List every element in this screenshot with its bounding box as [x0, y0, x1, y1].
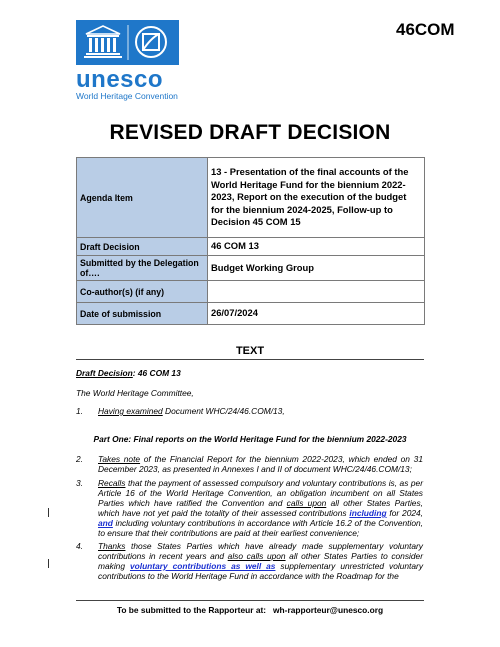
date-of-submission-value: 26/07/2024 [208, 303, 425, 325]
co-authors-value [208, 281, 425, 303]
part-one-heading: Part One: Final reports on the World Heritage Fund for the biennium 2022-2023 [93, 434, 407, 444]
draft-decision-ref-label: Draft Decision [76, 368, 133, 378]
footer-label: To be submitted to the Rapporteur at: [116, 605, 267, 615]
paragraph-2 [98, 454, 423, 474]
intro-line: The World Heritage Committee, [76, 388, 194, 398]
table-row [77, 281, 425, 303]
table-row [77, 238, 425, 256]
paragraph-number: 1. [76, 406, 83, 416]
paragraph-lead: Thanks [98, 541, 126, 551]
draft-decision-ref-value: : 46 COM 13 [132, 368, 181, 378]
paragraph-text: those States Parties which have already made supplementary voluntary contributions in recent years and [98, 541, 423, 561]
calls-upon-phrase: calls upon [286, 498, 327, 508]
paragraph-lead: Takes note [98, 454, 141, 464]
paragraph-lead: Having examined [98, 406, 163, 416]
paragraph-text: all other States Parties to consider making [98, 551, 423, 571]
paragraph-text: supplementary unrestricted voluntary contributions to the World Heritage Fund in accordance with the Roadmap for the [98, 561, 424, 581]
convention-label: World Heritage Convention [76, 91, 178, 101]
paragraph-3 [98, 478, 423, 538]
paragraph-text: of the Financial Report for the biennium 2022-2023, which ended on 31 December 2023, as presented in Annexes I and II of document WHC/24/46.COM/13; [98, 454, 423, 474]
document-title: REVISED DRAFT DECISION [109, 121, 391, 144]
inserted-text: voluntary contributions as well as [129, 561, 276, 571]
paragraph-1 [98, 406, 423, 416]
submitted-by-value: Budget Working Group [208, 256, 425, 281]
unesco-emblem [76, 20, 179, 65]
change-bar [48, 559, 49, 568]
draft-decision-value: 46 COM 13 [208, 238, 425, 256]
agenda-item-value: 13 - Presentation of the final accounts of the World Heritage Fund for the biennium 2022-2023, Report on the execution of the budget for the biennium 2024-2025, Follow-up to Decision 45 COM 15 [208, 158, 425, 238]
temple-logo-icon [76, 20, 179, 65]
decision-info-table [76, 157, 425, 325]
agenda-item-label: Agenda Item [77, 158, 208, 238]
also-calls-upon-phrase: also calls upon [227, 551, 286, 561]
submitted-by-label: Submitted by the Delegation of…. [77, 256, 208, 281]
paragraph-number: 3. [76, 478, 83, 488]
paragraph-number: 4. [76, 541, 83, 551]
paragraph-text: for 2024, [386, 508, 423, 518]
paragraph-text: all other States Parties, which have not yet paid the totality of their assessed contributions [98, 498, 423, 518]
paragraph-text: Document WHC/24/46.COM/13, [162, 406, 285, 416]
text-heading: TEXT [235, 345, 265, 357]
footer [0, 605, 500, 615]
rapporteur-email: wh-rapporteur@unesco.org [273, 605, 384, 615]
paragraph-lead: Recalls [98, 478, 126, 488]
paragraph-4 [98, 541, 423, 581]
draft-decision-label: Draft Decision [77, 238, 208, 256]
table-row [77, 303, 425, 325]
date-of-submission-label: Date of submission [77, 303, 208, 325]
table-row [77, 158, 425, 238]
inserted-text: including [349, 508, 387, 518]
draft-decision-line [76, 368, 181, 378]
inserted-text: and [98, 518, 113, 528]
session-code: 46COM [396, 20, 455, 39]
paragraph-number: 2. [76, 454, 83, 464]
paragraph-text: that the payment of assessed compulsory and voluntary contributions is, as per Article 16 of the World Heritage Convention, an obligation incumbent on all States Parties which have ratified the Convention and [98, 478, 423, 508]
co-authors-label: Co-author(s) (if any) [77, 281, 208, 303]
paragraph-text: including voluntary contributions in accordance with Article 16.2 of the Convention, to ensure that their contributions are paid at their earliest convenience; [98, 518, 423, 538]
divider [76, 359, 424, 360]
change-bar [48, 508, 49, 517]
divider [76, 600, 424, 601]
table-row [77, 256, 425, 281]
unesco-wordmark: unesco [76, 66, 164, 93]
